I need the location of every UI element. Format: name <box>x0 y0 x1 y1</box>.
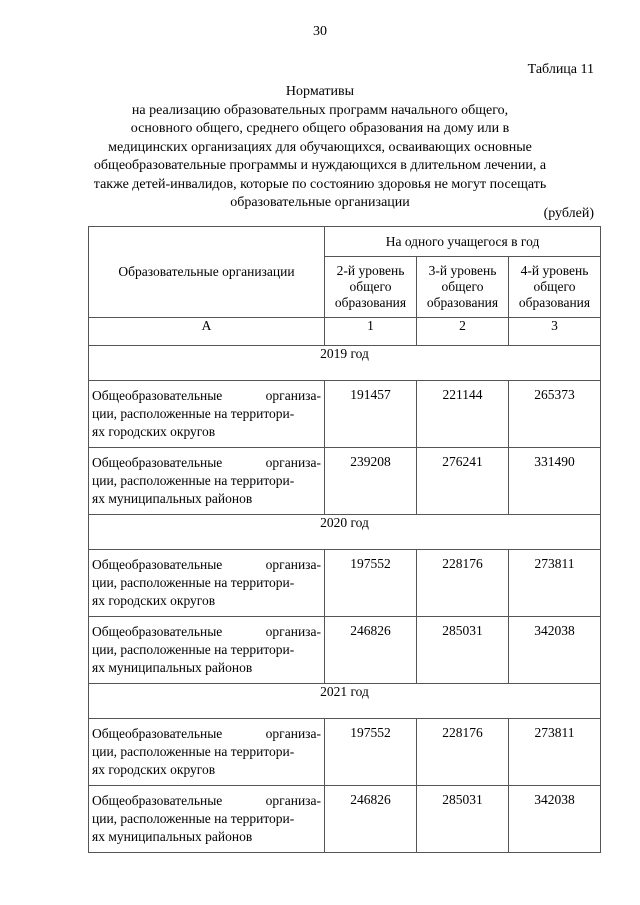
value-cell: 265373 <box>509 381 601 448</box>
page-number: 30 <box>313 24 327 39</box>
units-label: (рублей) <box>543 206 594 221</box>
index-cell: 3 <box>509 318 601 346</box>
year-label: 2019 год <box>89 346 601 381</box>
year-row <box>89 346 601 381</box>
value-cell: 221144 <box>417 381 509 448</box>
value-cell: 246826 <box>325 786 417 853</box>
value-cell: 276241 <box>417 448 509 515</box>
table-row <box>89 448 601 515</box>
value-cell: 285031 <box>417 617 509 684</box>
value-cell: 342038 <box>509 786 601 853</box>
value-cell: 273811 <box>509 719 601 786</box>
title-line: Нормативы <box>285 84 355 99</box>
index-cell: 2 <box>417 318 509 346</box>
table-row <box>89 617 601 684</box>
org-name-cell: Общеобразовательные организа- ции, расположенные на территори- ях городских округов <box>89 550 325 617</box>
table-row <box>89 719 601 786</box>
org-name-cell: Общеобразовательные организа- ции, расположенные на территори- ях муниципальных районов <box>89 786 325 853</box>
value-cell: 331490 <box>509 448 601 515</box>
title-line: на реализацию образовательных программ начального общего, <box>131 102 509 118</box>
table-title <box>60 83 580 213</box>
value-cell: 273811 <box>509 550 601 617</box>
index-cell: А <box>89 318 325 346</box>
title-line: медицинских организациях для обучающихся, осваивающих основные <box>108 139 532 155</box>
table-row <box>89 786 601 853</box>
title-line: образовательные организации <box>230 195 410 210</box>
header-org: Образовательные организации <box>89 227 325 318</box>
table-row <box>89 381 601 448</box>
table-label: Таблица 11 <box>527 62 594 77</box>
year-label: 2021 год <box>89 684 601 719</box>
org-name-cell: Общеобразовательные организа- ции, расположенные на территори- ях городских округов <box>89 719 325 786</box>
org-name-cell: Общеобразовательные организа- ции, расположенные на территори- ях городских округов <box>89 381 325 448</box>
index-cell: 1 <box>325 318 417 346</box>
title-line: также детей-инвалидов, которые по состоянию здоровья не могут посещать <box>93 176 547 192</box>
org-name-cell: Общеобразовательные организа- ции, расположенные на территори- ях муниципальных районов <box>89 617 325 684</box>
header-group: На одного учащегося в год <box>325 227 601 257</box>
year-row <box>89 515 601 550</box>
value-cell: 228176 <box>417 719 509 786</box>
value-cell: 197552 <box>325 719 417 786</box>
norms-table <box>88 226 601 853</box>
value-cell: 342038 <box>509 617 601 684</box>
title-line: общеобразовательные программы и нуждающихся в длительном лечении, а <box>93 158 547 173</box>
value-cell: 191457 <box>325 381 417 448</box>
index-row <box>89 318 601 346</box>
value-cell: 228176 <box>417 550 509 617</box>
value-cell: 239208 <box>325 448 417 515</box>
value-cell: 197552 <box>325 550 417 617</box>
value-cell: 246826 <box>325 617 417 684</box>
title-line: основного общего, среднего общего образования на дому или в <box>130 121 510 136</box>
year-label: 2020 год <box>89 515 601 550</box>
year-row <box>89 684 601 719</box>
header-level: 3-й уровень общего образования <box>417 257 509 318</box>
table-row <box>89 550 601 617</box>
header-level: 2-й уровень общего образования <box>325 257 417 318</box>
org-name-cell: Общеобразовательные организа- ции, расположенные на территори- ях муниципальных районов <box>89 448 325 515</box>
header-level: 4-й уровень общего образования <box>509 257 601 318</box>
value-cell: 285031 <box>417 786 509 853</box>
